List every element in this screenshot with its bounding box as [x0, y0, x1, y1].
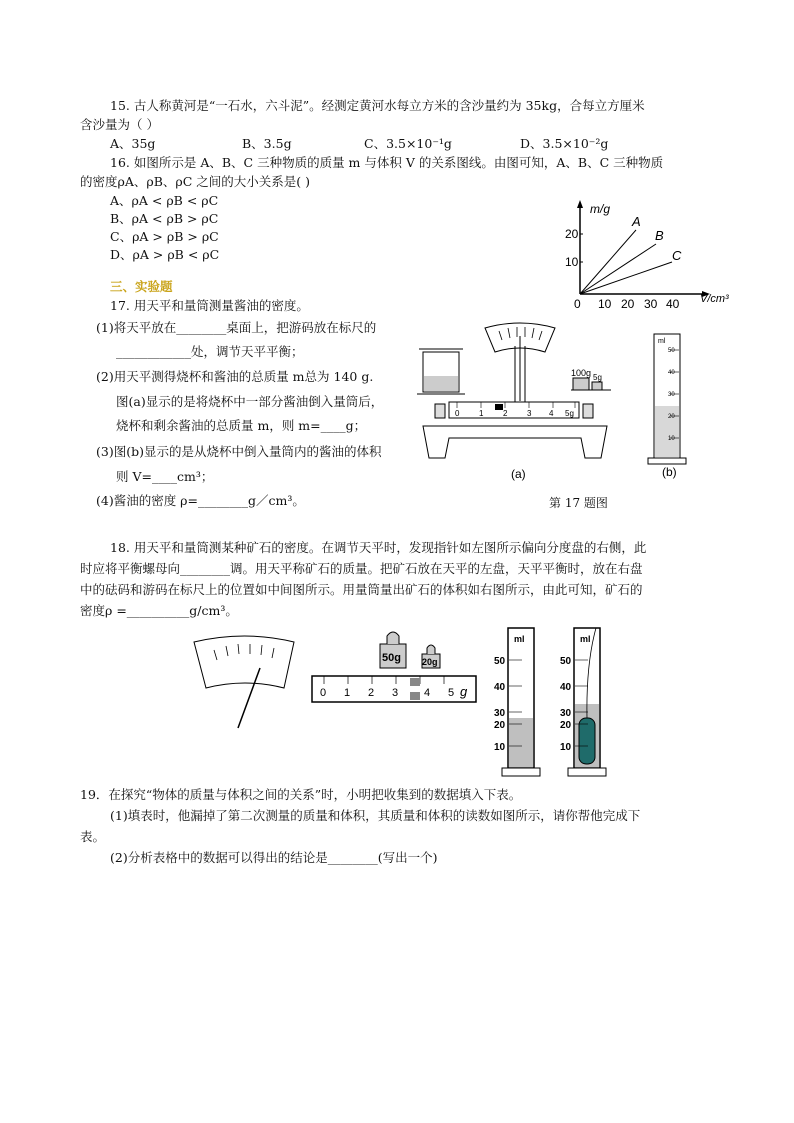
cyl-b-30: 30	[668, 392, 675, 398]
ruler-b-4: 4	[424, 687, 431, 699]
graph-xtick-20: 20	[621, 297, 635, 311]
q17-step2a: (2)用天平测得烧杯和酱油的总质量 m总为 140 g.	[96, 369, 374, 384]
q15-option-c: C、3.5×10⁻¹g	[364, 136, 452, 151]
graph-xtick-30: 30	[644, 297, 658, 311]
ruler-b-1: 1	[344, 687, 351, 699]
ruler-b-5: 5	[448, 687, 455, 699]
ruler-a-5: 5g	[565, 409, 574, 418]
graph-label-b: B	[655, 228, 664, 243]
ruler-b-3: 3	[392, 687, 399, 699]
q19-line2: (1)填表时，他漏掉了第二次测量的质量和体积，其质量和体积的读数如图所示，请你帮他完成下	[110, 808, 641, 823]
q15-option-b: B、3.5g	[242, 136, 292, 151]
q18-line2: 时应将平衡螺母向________调。用天平称矿石的质量。把矿石放在天平的左盘，天平平衡时，放在右盘	[80, 561, 643, 576]
q17-step1a: (1)将天平放在________桌面上，把游码放在标尺的	[96, 320, 377, 335]
cylinder-after	[560, 624, 616, 778]
cyl-d-30: 30	[560, 708, 572, 719]
q16-line2: 的密度ρA、ρB、ρC 之间的大小关系是( )	[80, 174, 311, 189]
cyl-c-50: 50	[494, 656, 506, 667]
ruler-a-1: 1	[479, 409, 484, 418]
cyl-d-unit: ml	[580, 634, 591, 644]
cyl-b-20: 20	[668, 414, 675, 420]
q19-line3: 表。	[80, 829, 106, 844]
q17-title: 17. 用天平和量筒测量酱油的密度。	[110, 298, 309, 313]
cyl-d-10: 10	[560, 742, 572, 753]
graph-xtick-10: 10	[598, 297, 612, 311]
ruler-a-2: 2	[503, 409, 508, 418]
q17-step3b: 则 V=____cm³；	[116, 469, 214, 484]
q15-line1: 15. 古人称黄河是“一石水，六斗泥”。经测定黄河水每立方米的含沙量约为 35kg，合每立方厘米	[110, 98, 645, 113]
graph-xtick-0: 0	[574, 297, 581, 311]
ruler-b-unit: g	[460, 684, 468, 699]
weight-100g: 100g	[571, 368, 592, 378]
q15-option-d: D、3.5×10⁻²g	[520, 136, 609, 151]
q19-line1: 19．在探究“物体的质量与体积之间的关系”时，小明把收集到的数据填入下表。	[80, 787, 522, 802]
section-heading: 三、实验题	[110, 279, 173, 294]
weights-and-ruler	[310, 622, 480, 704]
ruler-a-0: 0	[455, 409, 460, 418]
fig-b-label: (b)	[662, 465, 677, 479]
cyl-c-10: 10	[494, 742, 506, 753]
mass-volume-graph	[558, 196, 734, 312]
q17-step3a: (3)图(b)显示的是从烧杯中倒入量筒内的酱油的体积	[96, 444, 382, 459]
q18-line4: 密度ρ =__________g/cm³。	[80, 603, 238, 618]
q15-option-a: A、35g	[110, 136, 156, 151]
q16-option-c: C、ρA > ρB > ρC	[110, 229, 219, 244]
q16-option-d: D、ρA > ρB < ρC	[110, 247, 220, 262]
fig-a-label: (a)	[511, 467, 526, 481]
q16-option-a: A、ρA < ρB < ρC	[110, 193, 219, 208]
cyl-d-50: 50	[560, 656, 572, 667]
graph-ytick-10: 10	[565, 255, 579, 269]
cylinder-figure-b	[644, 330, 694, 480]
cyl-d-20: 20	[560, 720, 572, 731]
ruler-a-3: 3	[527, 409, 532, 418]
cyl-d-40: 40	[560, 682, 572, 693]
graph-ytick-20: 20	[565, 227, 579, 241]
cyl-c-unit: ml	[514, 634, 525, 644]
cyl-c-40: 40	[494, 682, 506, 693]
cyl-b-50: 50	[668, 348, 675, 354]
cyl-b-10: 10	[668, 436, 675, 442]
ruler-b-0: 0	[320, 687, 327, 699]
graph-label-a: A	[632, 214, 641, 229]
cyl-b-40: 40	[668, 370, 675, 376]
q16-line1: 16. 如图所示是 A、B、C 三种物质的质量 m 与体积 V 的关系图线。由图可知，A、B、C 三种物质	[110, 155, 664, 170]
q17-caption: 第 17 题图	[549, 496, 608, 510]
weight-50g: 50g	[382, 652, 401, 664]
q17-step1b: ____________处，调节天平平衡；	[116, 344, 304, 359]
q17-step2b: 图(a)显示的是将烧杯中一部分酱油倒入量筒后，	[116, 394, 384, 409]
q18-line1: 18. 用天平和量筒测某种矿石的密度。在调节天平时，发现指针如左图所示偏向分度盘的右侧，此	[110, 540, 647, 555]
cyl-c-20: 20	[494, 720, 506, 731]
q19-line4: (2)分析表格中的数据可以得出的结论是________(写出一个)	[110, 850, 438, 865]
weight-5g: 5g	[593, 373, 602, 382]
graph-ylabel: m/g	[590, 202, 611, 216]
graph-label-c: C	[672, 248, 682, 263]
q15-line2: 含沙量为（ ）	[80, 117, 159, 132]
q17-step4: (4)酱油的密度 ρ=________g／cm³。	[96, 493, 305, 508]
cyl-c-30: 30	[494, 708, 506, 719]
q17-step2c: 烧杯和剩余酱油的总质量 m，则 m=____g；	[116, 418, 367, 433]
balance-figure-a	[415, 316, 615, 486]
ruler-b-2: 2	[368, 687, 375, 699]
pointer-dial	[190, 632, 300, 732]
graph-xtick-40: 40	[666, 297, 680, 311]
cyl-b-unit: ml	[658, 338, 666, 345]
q18-line3: 中的砝码和游码在标尺上的位置如中间图所示。用量筒量出矿石的体积如右图所示，由此可知，矿石的	[80, 582, 643, 597]
cylinder-before	[494, 624, 550, 778]
weight-20g: 20g	[422, 657, 438, 667]
q16-option-b: B、ρA < ρB > ρC	[110, 211, 219, 226]
graph-xlabel: V/cm³	[700, 293, 729, 305]
graph-line-b	[580, 244, 656, 294]
ruler-a-4: 4	[549, 409, 554, 418]
